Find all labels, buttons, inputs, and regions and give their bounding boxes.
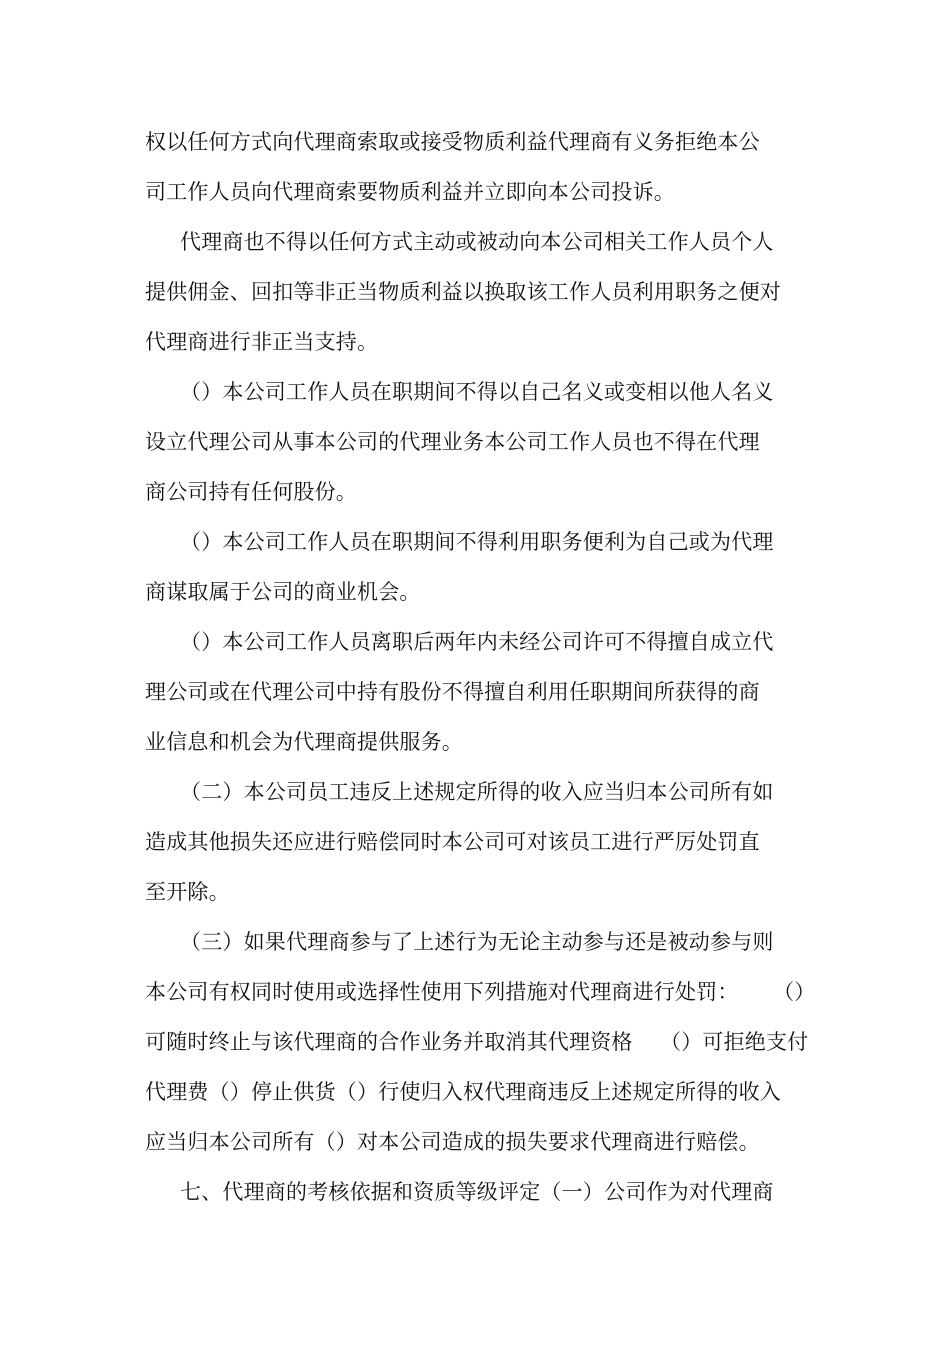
paragraph-first-line: （）本公司工作人员离职后两年内未经公司许可不得擅自成立代 <box>180 630 774 654</box>
paragraph-first-line: 代理商也不得以任何方式主动或被动向本公司相关工作人员个人 <box>180 230 774 254</box>
text-segment: 本公司有权同时使用或选择性使用下列措施对代理商进行处罚： <box>145 980 739 1004</box>
paragraph-first-line: （）本公司工作人员在职期间不得以自己名义或变相以他人名义 <box>180 380 774 404</box>
text-line: 司工作人员向代理商索要物质利益并立即向本公司投诉。 <box>145 180 675 204</box>
text-line: 提供佣金、回扣等非正当物质利益以换取该工作人员利用职务之便对 <box>145 280 781 304</box>
text-line: 理公司或在代理公司中持有股份不得擅自利用任职期间所获得的商 <box>145 680 760 704</box>
text-line: 应当归本公司所有（）对本公司造成的损失要求代理商进行赔偿。 <box>145 1130 760 1154</box>
text-line: 造成其他损失还应进行赔偿同时本公司可对该员工进行严厉处罚直 <box>145 830 760 854</box>
text-segment: （） <box>773 980 816 1004</box>
text-line: 至开除。 <box>145 880 230 904</box>
text-line: 商公司持有任何股份。 <box>145 480 357 504</box>
text-segment: 可随时终止与该代理商的合作业务并取消其代理资格 <box>145 1030 633 1054</box>
text-line: 商谋取属于公司的商业机会。 <box>145 580 421 604</box>
text-line: 业信息和机会为代理商提供服务。 <box>145 730 463 754</box>
text-line: 代理商进行非正当支持。 <box>145 330 379 354</box>
paragraph-first-line: （）本公司工作人员在职期间不得利用职务便利为自己或为代理 <box>180 530 774 554</box>
text-segment: （）可拒绝支付 <box>660 1030 809 1054</box>
text-line: 设立代理公司从事本公司的代理业务本公司工作人员也不得在代理 <box>145 430 760 454</box>
paragraph-first-line: （三）如果代理商参与了上述行为无论主动参与还是被动参与则 <box>180 930 774 954</box>
paragraph-first-line: 七、代理商的考核依据和资质等级评定（一）公司作为对代理商 <box>180 1180 774 1204</box>
paragraph-first-line: （二）本公司员工违反上述规定所得的收入应当归本公司所有如 <box>180 780 774 804</box>
text-line: 代理费（）停止供货（）行使归入权代理商违反上述规定所得的收入 <box>145 1080 781 1104</box>
text-line: 权以任何方式向代理商索取或接受物质利益代理商有义务拒绝本公 <box>145 130 760 154</box>
